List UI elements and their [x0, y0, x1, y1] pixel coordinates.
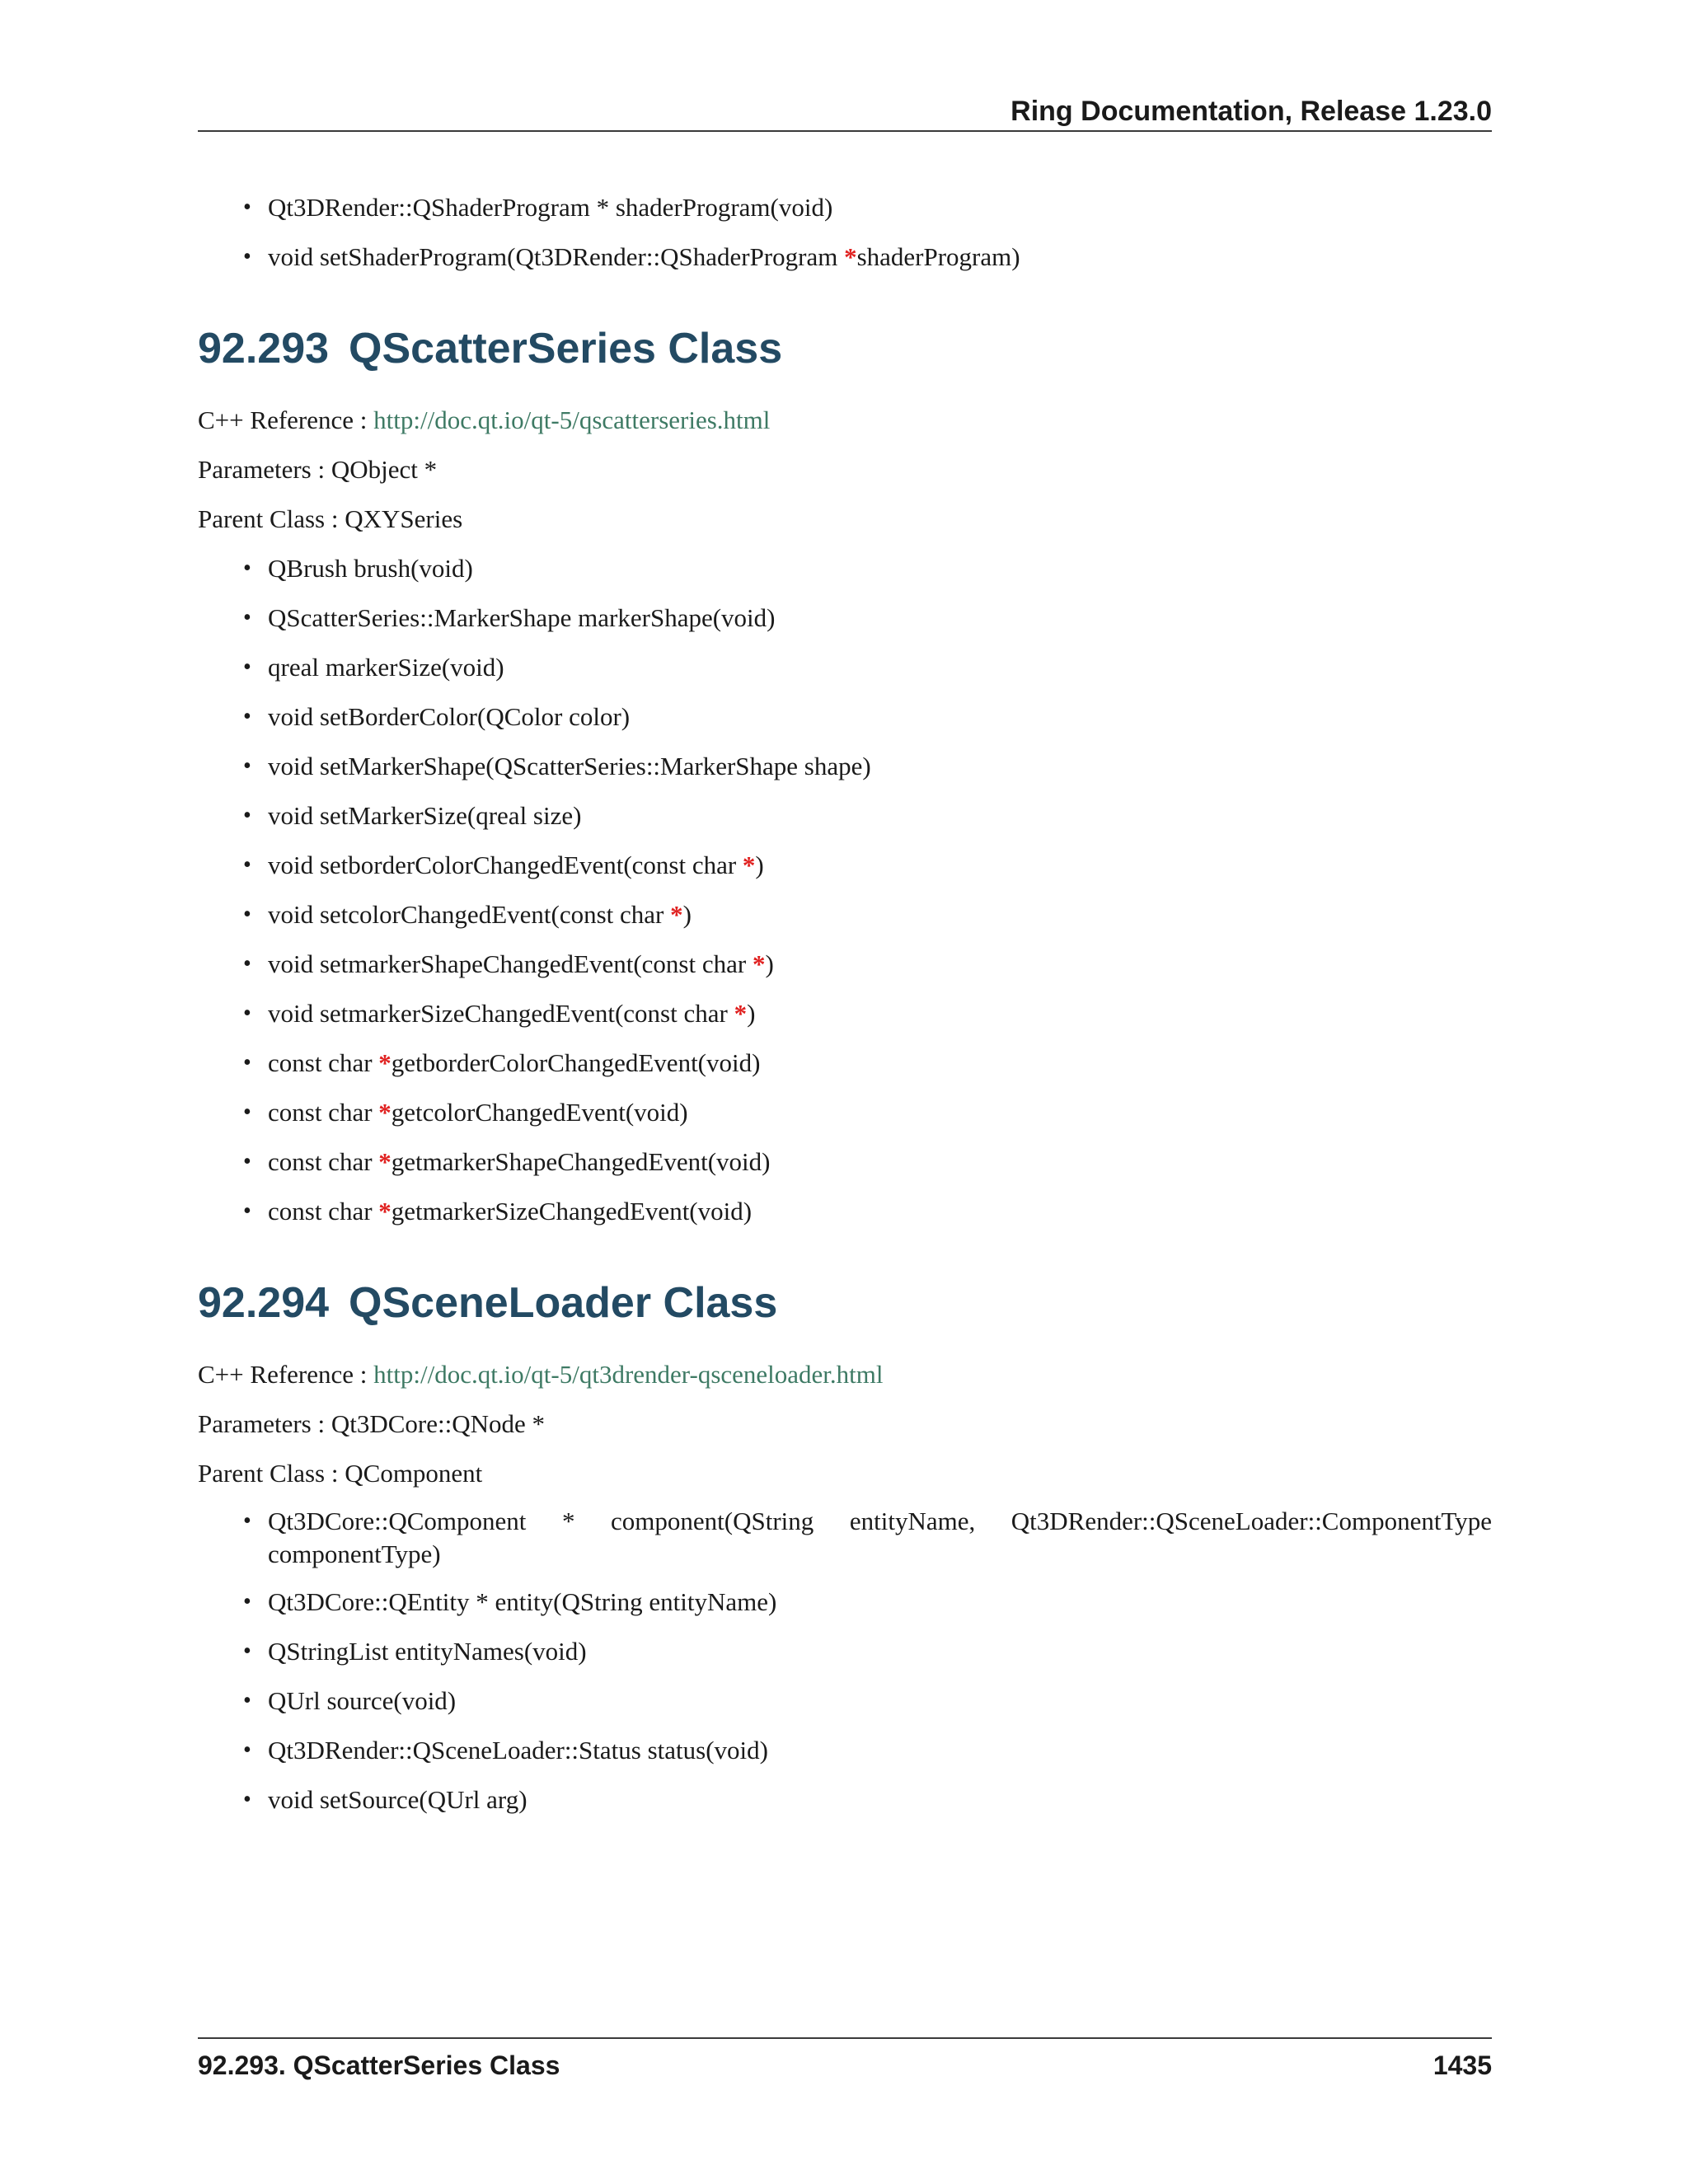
- section-heading: [198, 320, 1492, 377]
- cpp-reference: C++ Reference : http://doc.qt.io/qt-5/qt3drender-qsceneloader.html: [198, 1360, 884, 1389]
- parameters: Parameters : Qt3DCore::QNode *: [198, 1409, 545, 1438]
- method-item: • Qt3DRender::QShaderProgram * shaderProgram(void): [268, 190, 1492, 226]
- section-heading: [198, 1274, 1492, 1332]
- method-item: • qreal markerSize(void): [268, 649, 1492, 686]
- method-item: • void setmarkerShapeChangedEvent(const char *): [268, 946, 1492, 982]
- cpp-reference: C++ Reference : http://doc.qt.io/qt-5/qscatterseries.html: [198, 405, 771, 434]
- section-title: QSceneLoader Class: [349, 1279, 778, 1327]
- method-item: • Qt3DCore::QComponent * component(QString entityName, Qt3DRender::QSceneLoader::ComponentType componentType): [268, 1505, 1492, 1571]
- reference-link[interactable]: http://doc.qt.io/qt-5/qscatterseries.html: [373, 405, 771, 434]
- method-item: • void setcolorChangedEvent(const char *): [268, 897, 1492, 933]
- page-number: 1435: [1432, 2050, 1492, 2080]
- parent-class: Parent Class : QComponent: [198, 1459, 483, 1488]
- method-item: • QScatterSeries::MarkerShape markerShape(void): [268, 600, 1492, 636]
- section-number: 92.294: [198, 1279, 330, 1327]
- footer-section: 92.293. QScatterSeries Class: [198, 2050, 560, 2080]
- running-footer: [198, 2037, 1492, 2083]
- method-item: • void setmarkerSizeChangedEvent(const char *): [268, 996, 1492, 1032]
- method-item: • const char *getmarkerSizeChangedEvent(void): [268, 1193, 1492, 1230]
- method-item: • const char *getborderColorChangedEvent(void): [268, 1045, 1492, 1081]
- parent-class: Parent Class : QXYSeries: [198, 504, 463, 533]
- page-content: [198, 190, 1492, 1831]
- header-title: Ring Documentation, Release 1.23.0: [1010, 96, 1492, 127]
- parameters: Parameters : QObject *: [198, 455, 438, 484]
- section-number: 92.293: [198, 325, 330, 373]
- method-list: [198, 551, 1492, 1230]
- running-header: [198, 92, 1492, 132]
- method-item: • QUrl source(void): [268, 1683, 1492, 1719]
- method-item: • const char *getmarkerShapeChangedEvent(void): [268, 1144, 1492, 1180]
- method-item: • void setMarkerSize(qreal size): [268, 798, 1492, 834]
- method-item: • void setborderColorChangedEvent(const char *): [268, 847, 1492, 883]
- method-item: • void setSource(QUrl arg): [268, 1782, 1492, 1818]
- prev-method-list: [198, 190, 1492, 275]
- method-item: • QBrush brush(void): [268, 551, 1492, 587]
- document-page: [198, 0, 1492, 2184]
- method-item: • void setBorderColor(QColor color): [268, 699, 1492, 735]
- method-item: • void setMarkerShape(QScatterSeries::MarkerShape shape): [268, 748, 1492, 785]
- method-item: • QStringList entityNames(void): [268, 1633, 1492, 1670]
- method-item: • Qt3DRender::QSceneLoader::Status status(void): [268, 1732, 1492, 1769]
- method-list: [198, 1505, 1492, 1818]
- reference-link[interactable]: http://doc.qt.io/qt-5/qt3drender-qsceneloader.html: [373, 1360, 884, 1389]
- method-item: • Qt3DCore::QEntity * entity(QString entityName): [268, 1584, 1492, 1620]
- section-title: QScatterSeries Class: [349, 325, 783, 373]
- method-item: • const char *getcolorChangedEvent(void): [268, 1094, 1492, 1131]
- method-item: • void setShaderProgram(Qt3DRender::QShaderProgram *shaderProgram): [268, 239, 1492, 275]
